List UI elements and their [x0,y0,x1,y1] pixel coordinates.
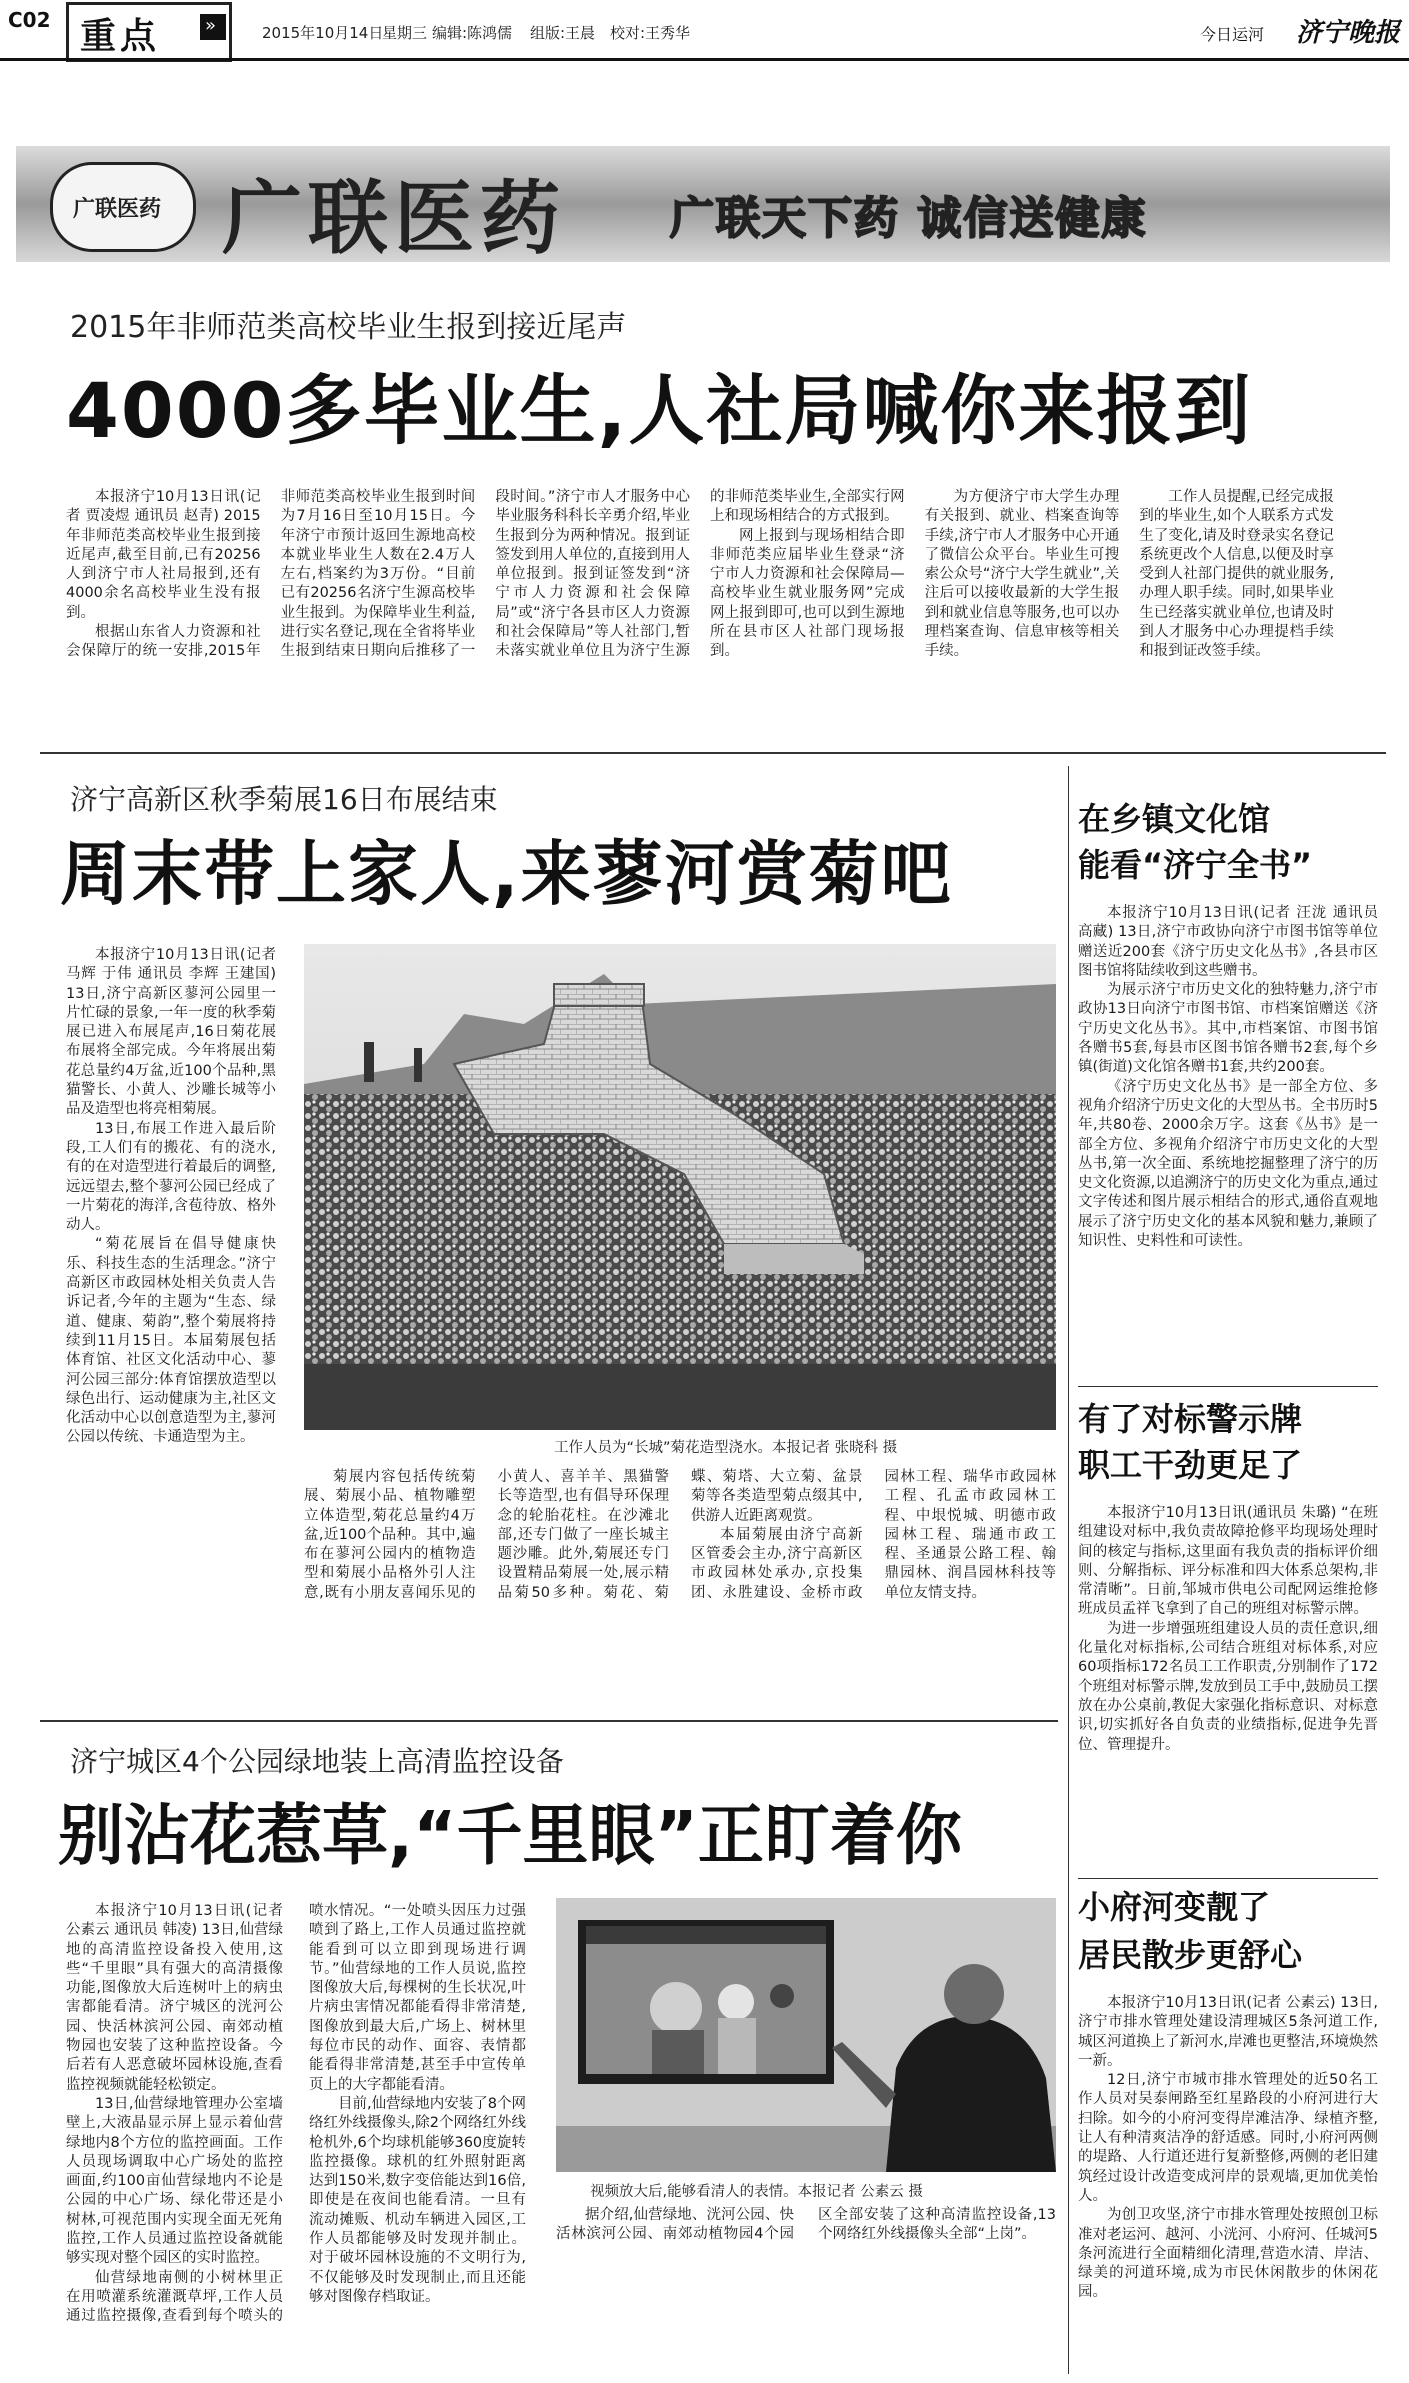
article3-headline: 别沾花惹草,“千里眼”正盯着你 [58,1797,962,1874]
article1-para: 为方便济宁市大学生办理有关报到、就业、档案查询等手续,济宁市人才服务中心开通了微信公众平台。毕业生可搜索公众号“济宁大学生就业”,关注后可以接收最新的大学生报到和就业信息等服务,也可以办理档案查询、信息审核等相关手续。 [924,489,1120,660]
article1-body [66,488,1334,706]
side1-headline-2: 能看“济宁全书” [1078,846,1313,884]
article3-photo-caption: 视频放大后,能够看清人的表情。本报记者 公素云 摄 [590,2184,923,2200]
side2-para: 本报济宁10月13日讯(通讯员 朱璐) “在班组建设对标中,我负责故障抢修平均现场处理时间的核定与指标,这里面有我负责的指标评价细则、分解指标、评分标准和四大体系总架构,非常清晰”。日前,邹城市供电公司配网运维抢修班成员孟祥飞拿到了自己的班组对标警示牌。 [1078,1505,1378,1618]
header-rule [0,58,1409,61]
side3-para: 12日,济宁市城市排水管理处的近50名工作人员对吴泰闸路至红星路段的小府河进行大扫除。如今的小府河变得岸滩洁净、绿植齐整,让人有种清爽洁净的舒适感。同时,小府河两侧的堤路、人行道还进行复新整修,两侧的老旧建筑经过设计改造变成河岸的景观墙,更加优美怡人。 [1078,2072,1378,2204]
side1-body [1078,904,1378,1312]
chrysanthemum-photo [304,944,1056,1430]
article2-para: 本报济宁10月13日讯(记者 马辉 于伟 通讯员 李辉 王建国) 13日,济宁高新区蓼河公园里一片忙碌的景象,一年一度的秋季菊展已进入布展尾声,16日菊花展布展将全部完成。今年将展出菊花总量约4万盆,近100个品种,黑猫警长、小黄人、沙雕长城等小品及造型也将亮相菊展。 [66,947,276,1118]
section-title: 重点 [80,15,161,57]
side1-para: 本报济宁10月13日讯(记者 汪泷 通讯员 高藏) 13日,济宁市政协向济宁市图书馆等单位赠送近200套《济宁历史文化丛书》,各县市区图书馆将陆续收到这些赠书。 [1078,905,1378,979]
ad-badge [50,162,196,252]
ad-title: 广联医药 [222,171,566,265]
article2-body-col1 [66,946,276,1714]
divider [40,752,1386,754]
paper-logo: 济宁晚报 [1296,18,1401,48]
side1-para: 为展示济宁市历史文化的独特魅力,济宁市政协13日向济宁市图书馆、市档案馆赠送《济宁历史文化丛书》。其中,市档案馆、市图书馆各赠书5套,每县市区图书馆各赠书2套,每个乡镇(街道)文化馆各赠书1套,共约200套。 [1078,982,1378,1076]
divider [1078,1878,1378,1879]
article2-para: 菊展内容包括传统菊展、菊展小品、植物雕塑立体造型,菊花总量约4万盆,近100个品种。其中,遍布在蓼河公园内的植物造型和菊展小品格外引人注意,既有小朋友喜闻乐见的小黄人、喜羊羊、黑猫警长等造型,也有倡导环保理念的轮胎花柱。在沙滩北部,还专门做了一座长城主题沙雕。此外,菊展还专门设置精品菊展一处,展示精品菊50多种。菊花、菊蝶、菊塔、大立菊、盆景菊等各类造型菊点缀其中,供游人近距离观赏。 [304,1469,863,1601]
article3-para: 仙营绿地南侧的小树林里正在用喷灌系统灌溉草坪,工作人员通过监控摄像,查看到每个喷头的喷水情况。“一处喷头因压力过强喷到了路上,工作人员通过监控就能看到可以立即到现场进行调节。”仙营绿地的工作人员说,监控图像放大后,每棵树的生长状况,叶片病虫害情况都能看得非常清楚,图像放到最大后,广场上、树林里每位市民的动作、面容、表情都能看得非常清楚,甚至手中宣传单页上的大字都能看清。 [66,1903,526,2325]
side2-body [1078,1504,1378,1834]
article3-body-left [66,1902,526,2372]
layout-credit: 组版:王晨 [530,24,596,42]
article1-para: 工作人员提醒,已经完成报到的毕业生,如个人联系方式发生了变化,请及时登录实名登记系统更改个人信息,以便及时享受到人社部门提供的就业服务,办理人职手续。同时,如果毕业生已经落实就业单位,也请及时到人才服务中心办理提档手续和报到证改签手续。 [1139,489,1334,660]
article1-para: 本报济宁10月13日讯(记者 贾凌煜 通讯员 赵青) 2015年非师范类高校毕业生报到接近尾声,截至目前,已有20256人到济宁市人社局报到,还有4000余名高校毕业生没有报到。 [66,489,261,621]
article3-body-right [556,2206,1056,2372]
monitor-photo [556,1898,1056,2172]
divider [1078,1386,1378,1387]
article1-headline: 4000多毕业生,人社局喊你来报到 [66,366,1253,455]
article1-kicker: 2015年非师范类高校毕业生报到接近尾声 [70,310,627,345]
article1-para: 网上报到与现场相结合即非师范类应届毕业生登录“济宁市人力资源和社会保障局—高校毕业生就业服务网”完成网上报到即可,也可以到生源地所在县市区人社部门现场报到。 [709,527,905,660]
article2-kicker: 济宁高新区秋季菊展16日布展结束 [70,783,498,816]
article2-photo-caption: 工作人员为“长城”菊花造型浇水。本报记者 张晓科 摄 [554,1440,898,1456]
monitor-photo-art [556,1898,1056,2172]
article3-para: 据介绍,仙营绿地、洸河公园、快活林滨河公园、南郊动植物园4个园区全部安装了这种高清监控设备,13个网络红外线摄像头全部“上岗”。 [556,2207,1056,2243]
side3-headline-1: 小府河变靓了 [1078,1888,1271,1926]
article3-para: 本报济宁10月13日讯(记者 公素云 通讯员 韩凌) 13日,仙营绿地的高清监控设备投入使用,这些“千里眼”具有强大的高清摄像功能,图像放大后连树叶上的病虫害都能看清。济宁城区的洸河公园、快活林滨河公园、南郊动植物园也安装了这种监控设备。今后若有人恶意破坏园林设施,查看监控视频就能轻松锁定。 [66,1903,283,2093]
section-arrow-icon [200,14,226,40]
article1-para: 根据山东省人力资源和社会保障厅的统一安排,2015年非师范类高校毕业生报到时间为7月16日至10月15日。今年济宁市预计返回生源地高校本就业毕业生人数在2.4万人左右,档案约为3万份。“目前已有20256名济宁生源高校毕业生报到。为保障毕业生利益,进行实名登记,现在全省将毕业生报到结束日期向后推移了一段时间。”济宁市人才服务中心毕业服务科科长辛勇介绍,毕业生报到分为两种情况。报到证签发到用人单位的,直接到用人单位报到。报到证签发到“济宁市人力资源和社会保障局”或“济宁各县市区人力资源和社会保障局”等人社部门,暂未落实就业单位且为济宁生源的非师范类毕业生,全部实行网上和现场相结合的方式报到。 [66,489,905,660]
article3-para: 目前,仙营绿地内安装了8个网络红外线摄像头,除2个网络红外线枪机外,6个均球机能够360度旋转监控摄像。球机的红外照射距离达到150米,数字变倍能达到16倍,即使是在夜间也能看清。一旦有流动摊贩、机动车辆进入园区,工作人员都能够及时发现并制止。对于破坏园林设施的不文明行为,不仅能够及时发现制止,而且还能够对图像存档取证。 [309,2095,526,2305]
side2-headline-2: 职工干劲更足了 [1078,1446,1303,1484]
side3-para: 本报济宁10月13日讯(记者 公素云) 13日,济宁市排水管理处建设清理城区5条河道工作,城区河道换上了新河水,岸滩也更整洁,环境焕然一新。 [1078,1995,1378,2069]
ad-badge-text: 广联医药 [73,197,162,222]
column-name: 今日运河 [1200,25,1265,44]
issue-weekday: 星期三 [382,24,428,42]
issue-date: 2015年10月14日 [262,24,384,42]
article2-headline: 周末带上家人,来蓼河赏菊吧 [60,833,953,915]
side1-para: 《济宁历史文化丛书》是一部全方位、多视角介绍济宁历史文化的大型丛书。全书历时5年,共80卷、2000余万字。这套《丛书》是一部全方位、多视角介绍济宁市历史文化的大型丛书,第一次全面、系统地挖掘整理了济宁的历史文化资源,以追溯济宁的历史文化为重点,通过文字传述和图片展示相结合的形式,通俗直观地展示了济宁历史文化的基本风貌和魅力,兼顾了知识性、史料性和可读性。 [1078,1078,1378,1250]
article2-para: “菊花展旨在倡导健康快乐、科技生态的生活理念。”济宁高新区市政园林处相关负责人告诉记者,今年的主题为“生态、绿道、健康、菊韵”,整个菊展将持续到11月15日。本届菊展包括体育馆、社区文化活动中心、蓼河公园三部分:体育馆摆放造型以绿色出行、运动健康为主,社区文化活动中心以创意造型为主,蓼河公园以传统、卡通造型为主。 [66,1236,276,1446]
article2-para: 13日,布展工作进入最后阶段,工人们有的搬花、有的浇水,有的在对造型进行着最后的调整,远远望去,整个蓼河公园已经成了一片菊花的海洋,含苞待放、格外动人。 [66,1120,276,1234]
page-code: C02 [8,8,51,32]
side3-para: 为创卫攻坚,济宁市排水管理处按照创卫标准对老运河、越河、小洸河、小府河、任城河5条河流进行全面精细化清理,营造水清、岸洁、绿美的河道环境,成为市民休闲散步的休闲花园。 [1078,2207,1378,2301]
arrow-glyph: » [205,15,217,36]
sidebar-divider [1068,766,1069,2374]
side3-body [1078,1994,1378,2374]
article2-para: 本届菊展由济宁高新区管委会主办,济宁高新区市政园林处承办,京投集团、永胜建设、金桥市政园林工程、瑞华市政园林工程、孔孟市政园林工程、中垠悦城、明德市政园林工程、瑞通市政工程、圣通景公路工程、翰鼎园林、润昌园林科技等单位友情支持。 [691,1469,1056,1601]
article3-para: 13日,仙营绿地管理办公室墙壁上,大液晶显示屏上显示着仙营绿地内8个方位的监控画面。工作人员现场调取中心广场处的监控画面,约100亩仙营绿地内不论是公园的中心广场、绿化带还是小树林,可视范围内实现全面无死角监控,工作人员通过监控设备就能够实现对整个园区的实时监控。 [66,2095,283,2267]
chrysanthemum-photo-art [304,944,1056,1430]
side2-para: 为进一步增强班组建设人员的责任意识,细化量化对标指标,公司结合班组对标体系,对应60项指标172名员工工作职责,分别制作了172个班组对标警示牌,发放到员工手中,鼓励员工摆放在办公桌前,教促大家强化指标意识、对标意识,切实抓好各自负责的业绩指标,促进争先晋位、管理提升。 [1078,1620,1378,1753]
ad-slogan: 广联天下药 诚信送健康 [670,193,1148,244]
divider [40,1720,1058,1722]
article2-body-bottom [304,1468,1056,1718]
proof-credit: 校对:王秀华 [610,24,691,42]
side1-headline-1: 在乡镇文化馆 [1078,800,1271,838]
editor-credit: 编辑:陈鸿儒 [432,24,513,42]
side2-headline-1: 有了对标警示牌 [1078,1400,1303,1438]
article3-kicker: 济宁城区4个公园绿地装上高清监控设备 [70,1745,564,1778]
side3-headline-2: 居民散步更舒心 [1078,1936,1303,1974]
